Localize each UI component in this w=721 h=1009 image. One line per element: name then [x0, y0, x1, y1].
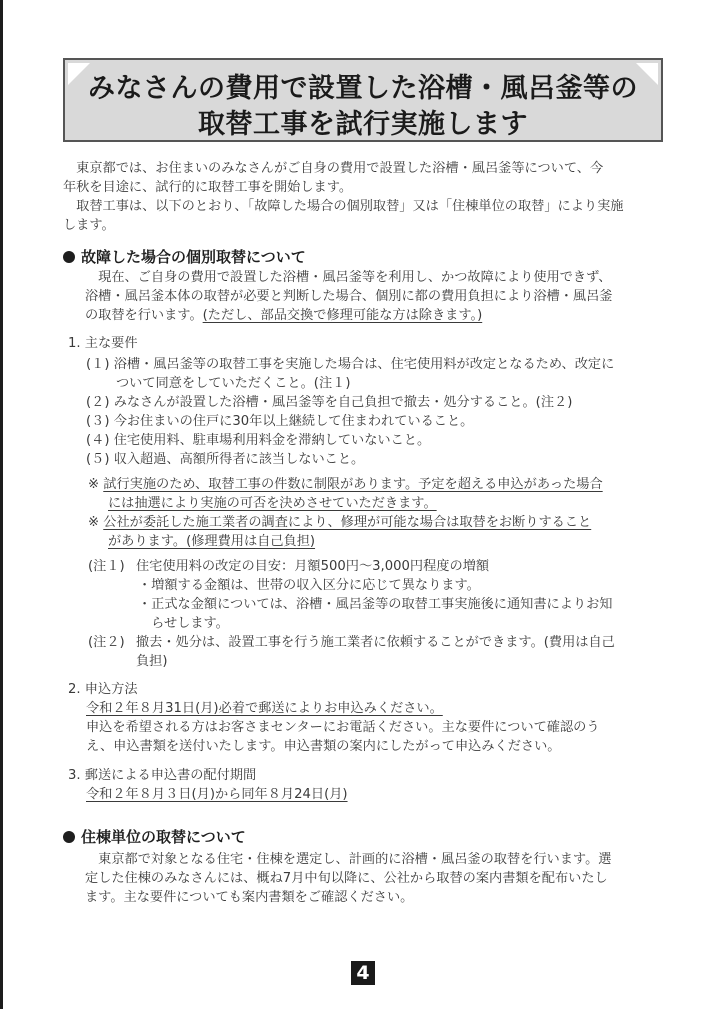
- note-text: らせします。: [138, 616, 229, 631]
- notice-text: 試行実施のため、取替工事の件数に制限があります。予定を超える申込があった場合: [103, 477, 603, 492]
- application-deadline: 令和２年８月31日(月)必着で郵送によりお申込みください。: [86, 701, 443, 716]
- notice-item: [88, 475, 603, 494]
- notice-text: があります。(修理費用は自己負担): [108, 534, 316, 549]
- note-text: ・増額する金額は、世帯の収入区分に応じて異なります。: [138, 578, 480, 593]
- application-text: 申込を希望される方はお客さまセンターにお電話ください。主な要件について確認のう: [86, 720, 600, 735]
- requirement-item: [86, 412, 473, 431]
- requirement-item: [86, 431, 430, 450]
- section2-body-line-1: 東京都で対象となる住宅・住棟を選定し、計画的に浴槽・風呂釜の取替を行います。選: [85, 852, 612, 867]
- page-title-line-2: 取替工事を試行実施します: [198, 109, 528, 140]
- page-number: 4: [351, 961, 375, 985]
- note-label: (注１): [88, 559, 125, 574]
- note-text: 撤去・処分は、設置工事を行う施工業者に依頼することができます。(費用は自己: [136, 635, 615, 650]
- notice-item-cont: [108, 532, 315, 551]
- intro-line-3: 取替工事は、以下のとおり、「故障した場合の個別取替」又は「住棟単位の取替」により実施: [63, 199, 624, 214]
- intro-line-4: します。: [63, 218, 115, 233]
- section-heading-building: [63, 826, 246, 847]
- section2-body-line-2: 定した住棟のみなさんには、概ね7月中旬以降に、公社から取替の案内書類を配布いたし: [85, 871, 608, 886]
- notice-text: 公社が委託した施工業者の調査により、修理が可能な場合は取替をお断りすること: [103, 515, 592, 530]
- item-text: 浴槽・風呂釜等の取替工事を実施した場合は、住宅使用料が改定となるため、改定に: [113, 357, 615, 372]
- section-heading-text: 故障した場合の個別取替について: [81, 248, 306, 266]
- intro-line-2: 年秋を目途に、試行的に取替工事を開始します。: [63, 180, 353, 195]
- requirements-heading: 1. 主な要件: [68, 336, 138, 351]
- item-text: 収入超過、高額所得者に該当しないこと。: [113, 452, 365, 467]
- section-heading-text: 住棟単位の取替について: [81, 828, 246, 846]
- requirement-item: [86, 450, 364, 469]
- note-text: ・正式な金額については、浴槽・風呂釜等の取替工事実施後に通知書によりお知: [138, 597, 613, 612]
- notice-item: [88, 513, 591, 532]
- section1-body-line-2: 浴槽・風呂釜本体の取替が必要と判断した場合、個別に都の費用負担により浴槽・風呂釜: [85, 289, 613, 304]
- item-text: みなさんが設置した浴槽・風呂釜等を自己負担で撤去・処分すること。(注２): [113, 395, 573, 410]
- item-text: 今お住まいの住戸に30年以上継続して住まわれていること。: [113, 414, 474, 429]
- requirement-item: [86, 355, 614, 374]
- section-heading-individual: [63, 246, 306, 267]
- item-number: (４): [86, 433, 110, 448]
- distribution-period: 令和２年８月３日(月)から同年８月24日(月): [86, 787, 348, 802]
- application-heading: 2. 申込方法: [68, 682, 138, 697]
- item-text: 住宅使用料、駐車場利用料金を滞納していないこと。: [113, 433, 431, 448]
- section1-body-line-3: [85, 306, 482, 325]
- requirement-item-cont: ついて同意をしていただくこと。(注１): [116, 376, 351, 391]
- note-text: 住宅使用料の改定の目安：月額500円～3,000円程度の増額: [136, 559, 490, 574]
- body-text: の取替を行います。: [85, 308, 203, 323]
- notice-item-cont: [108, 494, 437, 513]
- notice-text: には抽選により実施の可否を決めさせていただきます。: [108, 496, 437, 511]
- exception-note: (ただし、部品交換で修理可能な方は除きます。): [202, 308, 483, 323]
- item-number: (１): [86, 357, 110, 372]
- section2-body-line-3: ます。主な要件についても案内書類をご確認ください。: [85, 890, 414, 905]
- item-number: (５): [86, 452, 110, 467]
- intro-line-1: 東京都では、お住まいのみなさんがご自身の費用で設置した浴槽・風呂釜等について、今: [63, 161, 604, 176]
- note-text: 負担): [136, 654, 168, 669]
- item-number: (３): [86, 414, 110, 429]
- page-edge: [0, 0, 3, 1009]
- note-label: (注２): [88, 635, 125, 650]
- item-number: (２): [86, 395, 110, 410]
- section1-body-line-1: 現在、ご自身の費用で設置した浴槽・風呂釜等を利用し、かつ故障により使用できず、: [85, 270, 612, 285]
- application-text: え、申込書類を送付いたします。申込書類の案内にしたがって申込みください。: [86, 739, 561, 754]
- page-title-line-1: みなさんの費用で設置した浴槽・風呂釜等の: [88, 73, 638, 104]
- title-banner: [63, 58, 663, 142]
- distribution-heading: 3. 郵送による申込書の配付期間: [68, 768, 257, 783]
- requirement-item: [86, 393, 572, 412]
- bullet-icon: [63, 831, 75, 843]
- reference-mark-icon: ※: [88, 515, 100, 530]
- reference-mark-icon: ※: [88, 477, 100, 492]
- bullet-icon: [63, 251, 75, 263]
